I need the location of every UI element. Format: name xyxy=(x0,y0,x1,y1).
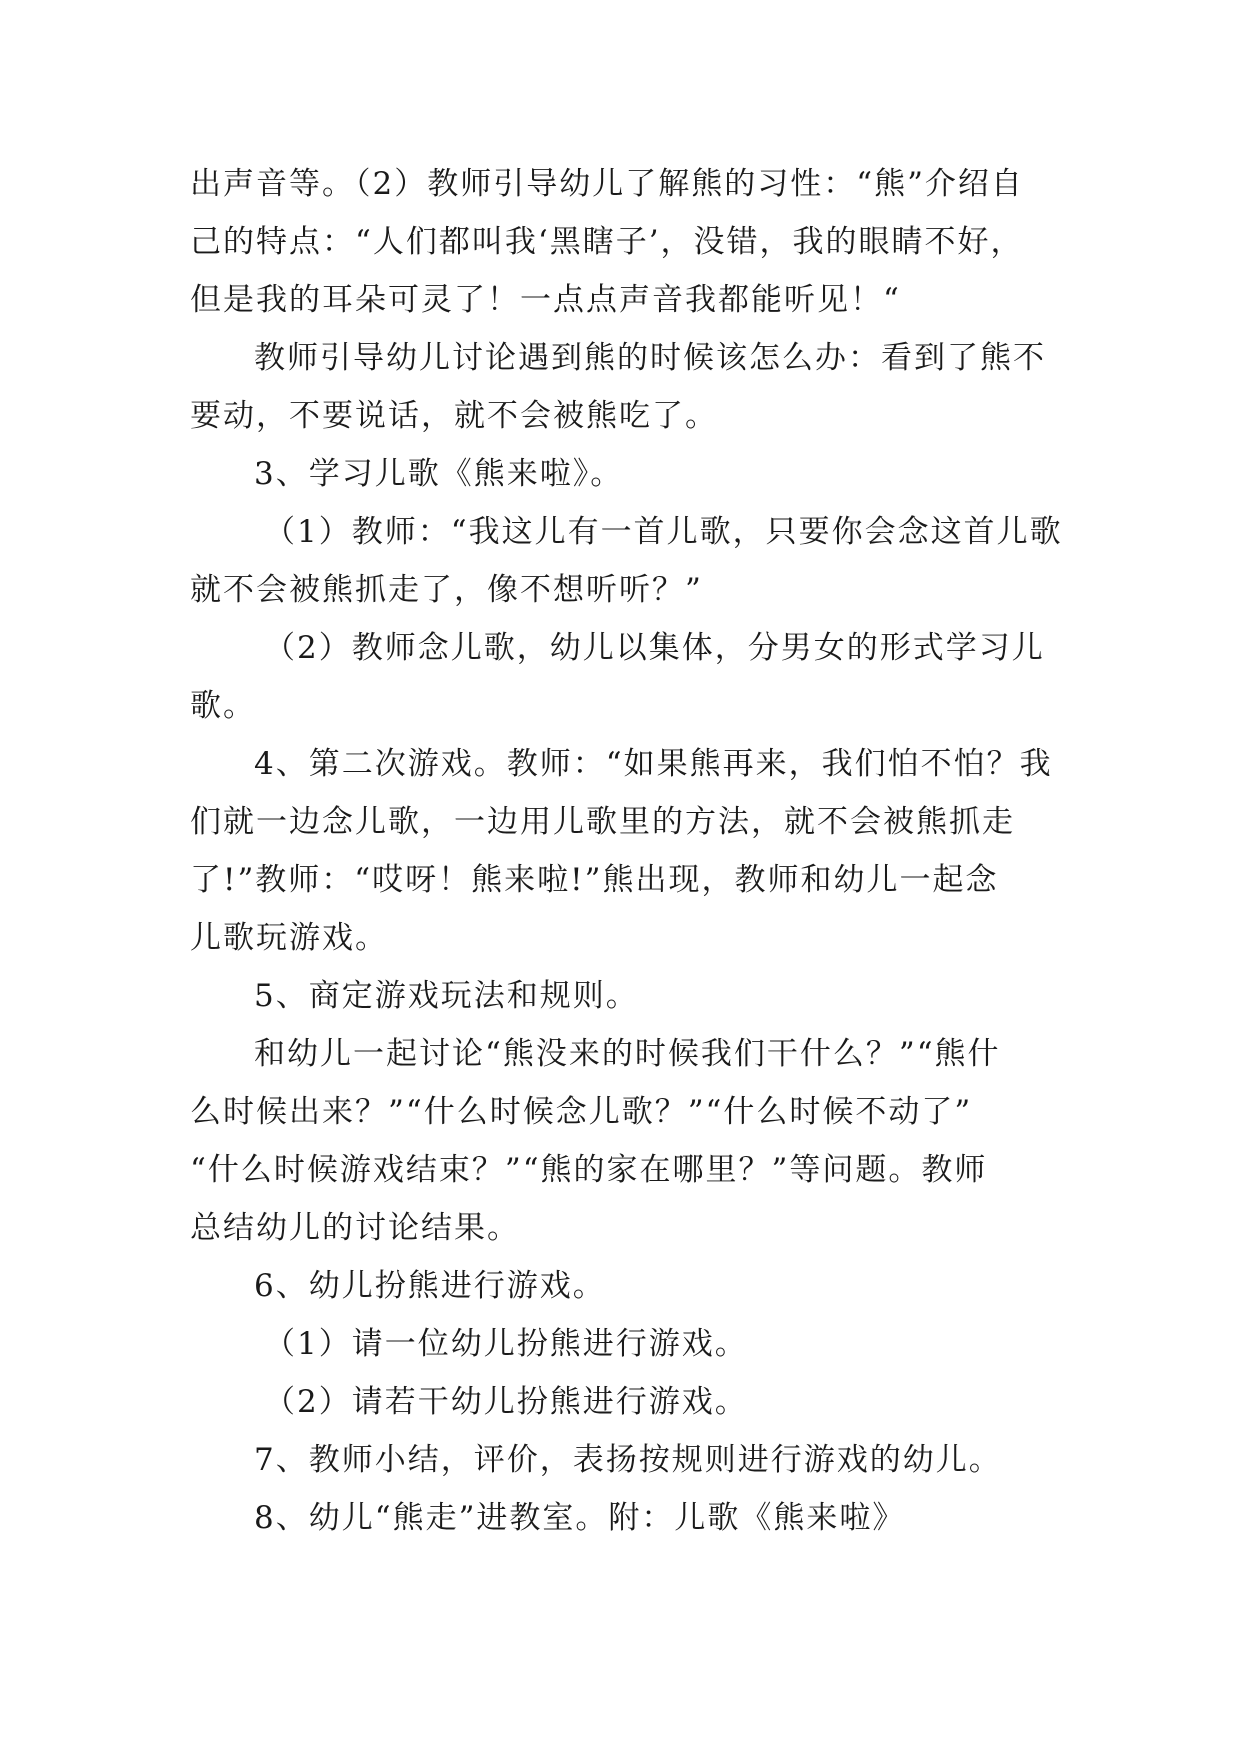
text-line: （2）请若干幼儿扮熊进行游戏。 xyxy=(264,1384,748,1420)
text-line: 5、商定游戏玩法和规则。 xyxy=(254,978,639,1014)
text-line: 但是我的耳朵可灵了！一点点声音我都能听见！“ xyxy=(190,282,901,318)
text-line: 己的特点：“人们都叫我‘黑瞎子’，没错，我的眼睛不好， xyxy=(190,224,1024,260)
text-line: 4、第二次游戏。教师：“如果熊再来，我们怕不怕？我 xyxy=(254,746,1053,782)
text-line: 3、学习儿歌《熊来啦》。 xyxy=(254,456,624,492)
text-line: 8、幼儿“熊走”进教室。附：儿歌《熊来啦》 xyxy=(254,1500,906,1536)
text-line: “什么时候游戏结束？”“熊的家在哪里？”等问题。教师 xyxy=(190,1152,988,1188)
text-line: 总结幼儿的讨论结果。 xyxy=(190,1210,520,1246)
text-line: 出声音等。（2）教师引导幼儿了解熊的习性：“熊”介绍自 xyxy=(190,166,1024,202)
text-line: 么时候出来？”“什么时候念儿歌？”“什么时候不动了” xyxy=(190,1094,973,1130)
text-line: 和幼儿一起讨论“熊没来的时候我们干什么？”“熊什 xyxy=(254,1036,1001,1072)
text-line: 歌。 xyxy=(190,688,256,724)
document-body xyxy=(190,155,1063,1547)
text-line: （1）教师：“我这儿有一首儿歌，只要你会念这首儿歌 xyxy=(264,514,1063,550)
text-line: 儿歌玩游戏。 xyxy=(190,920,388,956)
text-line: （1）请一位幼儿扮熊进行游戏。 xyxy=(264,1326,748,1362)
text-line: 教师引导幼儿讨论遇到熊的时候该怎么办：看到了熊不 xyxy=(254,340,1046,376)
text-line: 就不会被熊抓走了，像不想听听？” xyxy=(190,572,703,608)
text-line: 7、教师小结，评价，表扬按规则进行游戏的幼儿。 xyxy=(254,1442,1002,1478)
text-line: （2）教师念儿歌，幼儿以集体，分男女的形式学习儿 xyxy=(264,630,1045,666)
text-line: 了!”教师：“哎呀！熊来啦!”熊出现，教师和幼儿一起念 xyxy=(190,862,999,898)
text-line: 要动，不要说话，就不会被熊吃了。 xyxy=(190,398,718,434)
text-line: 6、幼儿扮熊进行游戏。 xyxy=(254,1268,606,1304)
text-line: 们就一边念儿歌，一边用儿歌里的方法，就不会被熊抓走 xyxy=(190,804,1015,840)
